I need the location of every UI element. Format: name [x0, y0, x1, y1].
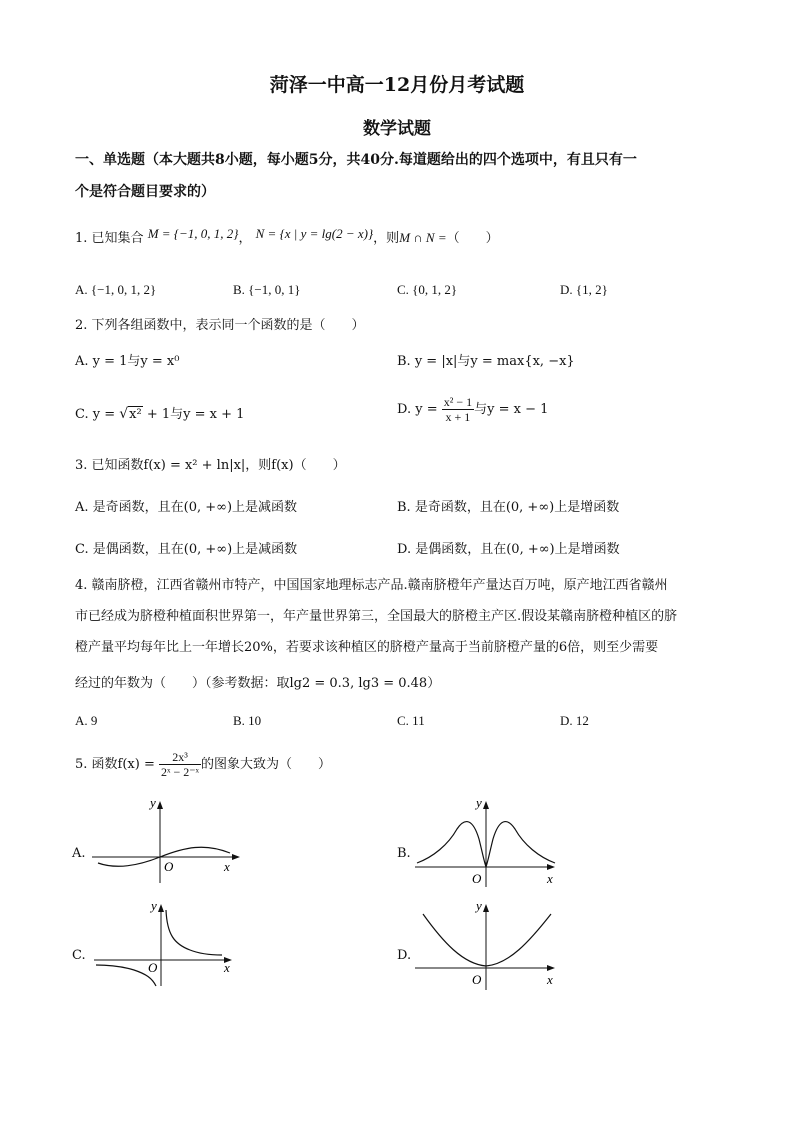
question-2-option-c-pre: C. y = [75, 407, 120, 422]
question-4-option-a[interactable]: A. 9 [75, 713, 98, 728]
x-axis-arrow [547, 864, 555, 870]
question-4-line1: 4. 赣南脐橙，江西省赣州市特产，中国国家地理标志产品.赣南脐橙年产量达百万吨，原产地江西省赣州 [75, 578, 668, 593]
x-axis-label: x [547, 972, 553, 987]
origin-label: O [148, 960, 158, 975]
y-axis-label: y [151, 898, 157, 913]
y-axis-label: y [150, 795, 156, 810]
page-title: 菏泽一中高一12月份月考试题 [269, 74, 525, 96]
question-1-stem: 1. 已知集合 M = {−1, 0, 1, 2}， N = {x | y = lg(2 − x)}，则M ∩ N =（ ） [75, 226, 499, 246]
question-5-stem [75, 750, 331, 779]
y-axis-arrow [157, 801, 163, 809]
question-4-line2: 市已经成为脐橙种植面积世界第一，年产量世界第三，全国最大的脐橙主产区.假设某赣南脐橙种植区的脐 [75, 609, 678, 624]
question-3-option-b[interactable]: B. 是奇函数，且在(0, +∞)上是增函数 [397, 500, 620, 515]
graph-c-label[interactable]: C. [72, 948, 86, 963]
question-4-option-b[interactable]: B. 10 [233, 713, 262, 728]
fraction-numerator: x² − 1 [443, 395, 473, 409]
graph-b[interactable] [413, 795, 563, 890]
y-axis-label: y [476, 898, 482, 913]
curve-left-branch [96, 965, 156, 986]
page-subtitle: 数学试题 [363, 119, 431, 139]
x-axis-label: x [224, 960, 230, 975]
question-1-paren: （ ） [446, 231, 499, 246]
question-2-stem: 2. 下列各组函数中，表示同一个函数的是（ ） [75, 318, 365, 333]
question-2-option-c-post: + 1与y = x + 1 [142, 407, 245, 422]
question-2-option-d-post: 与y = x − 1 [474, 402, 549, 417]
question-2-option-d[interactable] [397, 395, 548, 424]
set-m-expression: M = {−1, 0, 1, 2} [147, 226, 239, 241]
question-4-option-d[interactable]: D. 12 [560, 713, 589, 728]
question-1-text-b: ，则 [373, 231, 400, 246]
question-3-option-c[interactable]: C. 是偶函数，且在(0, +∞)上是减函数 [75, 542, 298, 557]
question-5-denominator: 2ˣ − 2⁻ˣ [160, 765, 200, 779]
x-axis-label: x [224, 859, 230, 874]
graph-a-label[interactable]: A. [72, 846, 86, 861]
question-1-option-a[interactable]: A. {−1, 0, 1, 2} [75, 282, 157, 297]
origin-label: O [164, 859, 174, 874]
question-1-option-b[interactable]: B. {−1, 0, 1} [233, 282, 301, 297]
fraction [442, 395, 474, 424]
question-3-stem: 3. 已知函数f(x) = x² + ln|x|，则f(x)（ ） [75, 458, 346, 473]
question-5-pre: 5. 函数f(x) = [75, 757, 159, 772]
question-1-text-a: 已知集合 [91, 231, 144, 246]
question-1-number: 1. [75, 231, 88, 246]
question-4-option-c[interactable]: C. 11 [397, 713, 425, 728]
question-1-option-d[interactable]: D. {1, 2} [560, 282, 608, 297]
question-4-line4: 经过的年数为（ ）（参考数据：取lg2 = 0.3, lg3 = 0.48） [75, 676, 441, 691]
x-axis-label: x [547, 871, 553, 886]
question-5-fraction [159, 750, 201, 779]
question-2-option-c[interactable] [75, 404, 244, 425]
graph-d-label[interactable]: D. [397, 948, 412, 963]
question-5-numerator: 2x³ [159, 750, 201, 765]
graph-a[interactable] [90, 795, 250, 885]
set-n-expression: N = {x | y = lg(2 − x)} [255, 226, 374, 241]
question-2-option-a[interactable]: A. y = 1与y = x⁰ [75, 354, 180, 369]
question-3-option-d[interactable]: D. 是偶函数，且在(0, +∞)上是增函数 [397, 542, 620, 557]
x-axis-arrow [232, 854, 240, 860]
y-axis-arrow [483, 801, 489, 809]
curve [423, 914, 551, 966]
question-1-option-c[interactable]: C. {0, 1, 2} [397, 282, 458, 297]
question-3-option-a[interactable]: A. 是奇函数，且在(0, +∞)上是减函数 [75, 500, 298, 515]
radicand: x² [129, 407, 142, 422]
origin-label: O [472, 871, 482, 886]
origin-label: O [472, 972, 482, 987]
fraction-denominator: x + 1 [445, 410, 471, 424]
graph-d[interactable] [413, 898, 563, 993]
question-5-post: 的图象大致为（ ） [201, 757, 332, 772]
question-2-option-b[interactable]: B. y = |x|与y = max{x, −x} [397, 354, 575, 369]
question-4-line3: 橙产量平均每年比上一年增长20%，若要求该种植区的脐橙产量高于当前脐橙产量的6倍，则至少需要 [75, 640, 659, 655]
y-axis-arrow [158, 904, 164, 912]
intersection-expression: M ∩ N = [399, 230, 447, 245]
x-axis-arrow [547, 965, 555, 971]
curve-right-branch [166, 910, 222, 955]
graph-b-label[interactable]: B. [397, 846, 411, 861]
graph-c[interactable] [90, 898, 240, 988]
y-axis-label: y [476, 795, 482, 810]
question-2-option-d-pre: D. y = [397, 402, 442, 417]
section-heading-line2: 个是符合题目要求的） [75, 184, 215, 200]
section-heading-line1: 一、单选题（本大题共8小题，每小题5分，共40分.每道题给出的四个选项中，有且只有一 [75, 152, 637, 168]
y-axis-arrow [483, 904, 489, 912]
sqrt-symbol: √ [119, 406, 129, 422]
